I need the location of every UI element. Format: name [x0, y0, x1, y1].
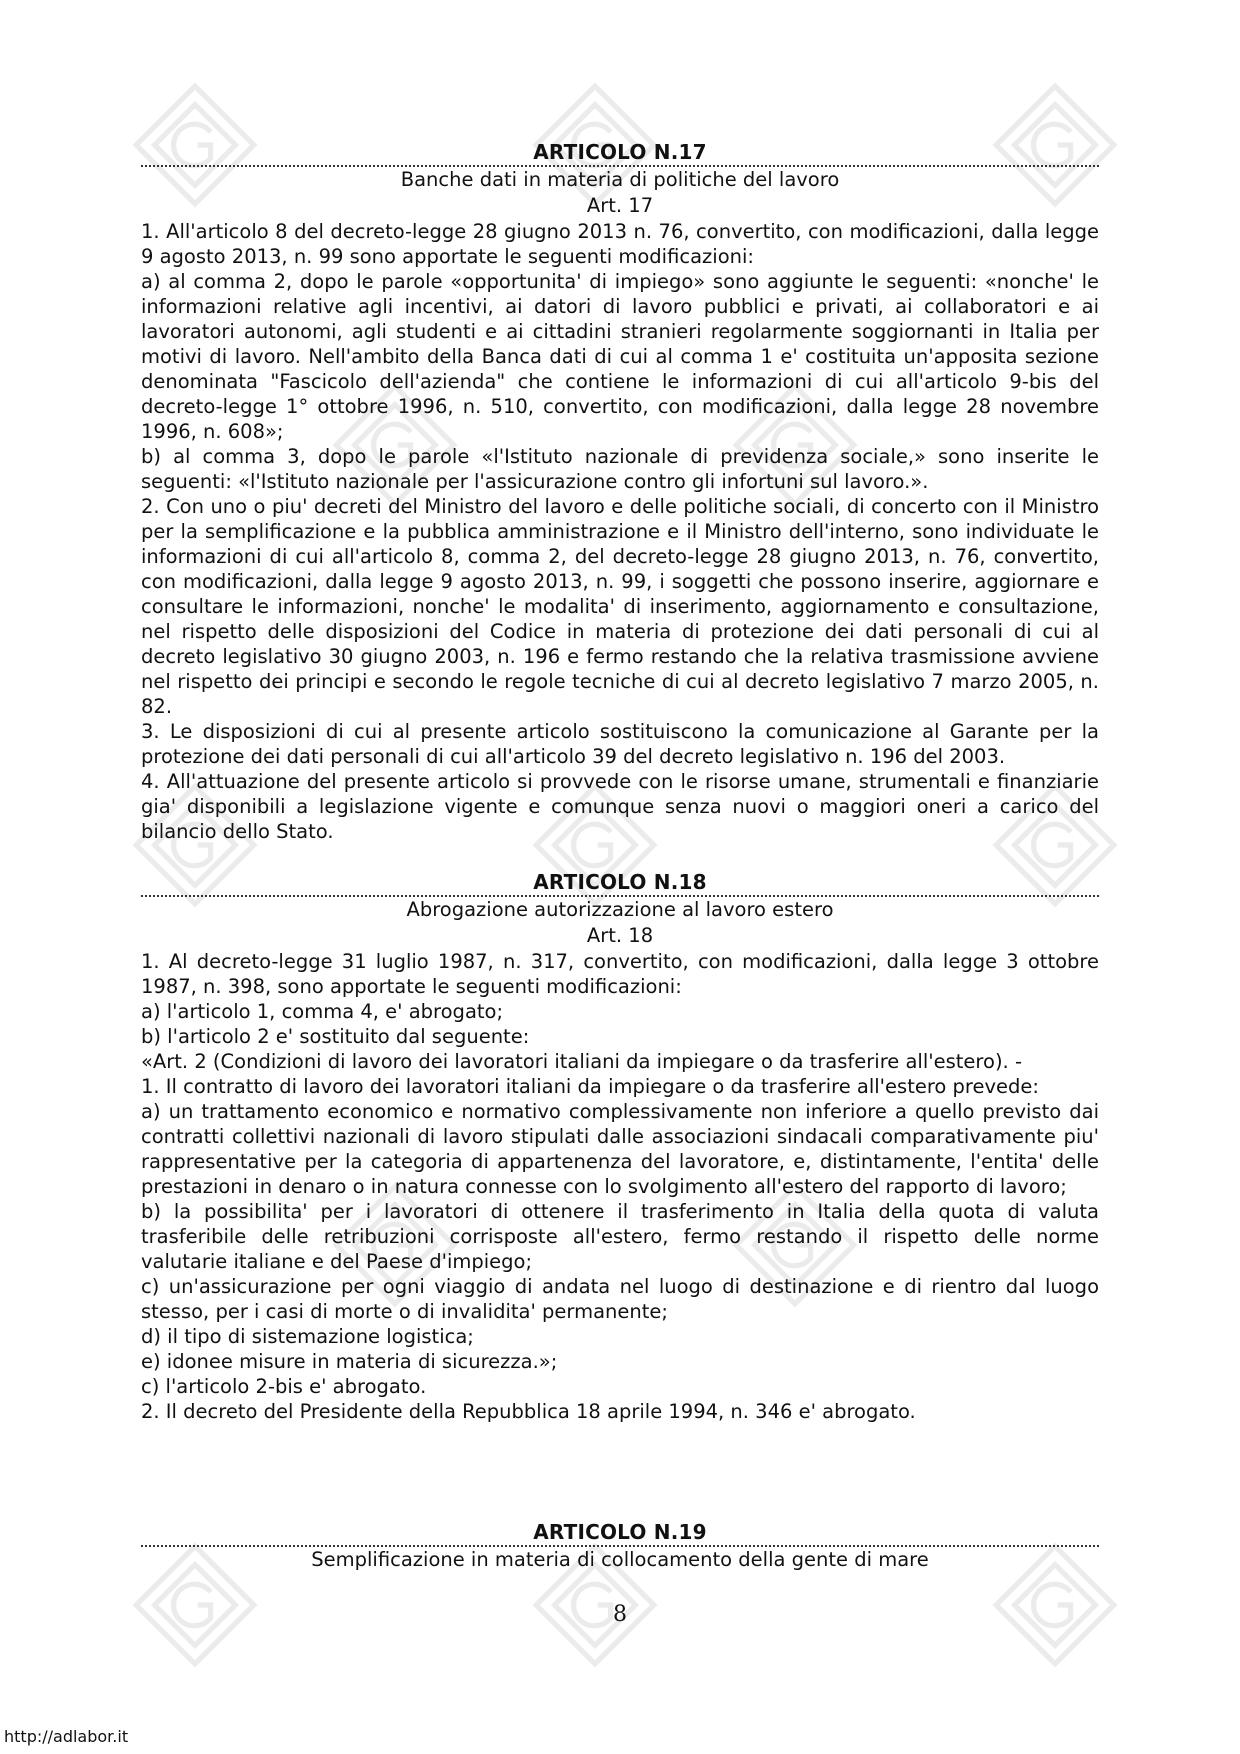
paragraph: «Art. 2 (Condizioni di lavoro dei lavoratori italiani da impiegare o da trasferire all'estero). - — [141, 1050, 1022, 1073]
footer-url: http://adlabor.it — [4, 1727, 129, 1746]
paragraph: b) l'articolo 2 e' sostituito dal seguente: — [141, 1025, 530, 1048]
paragraph: a) al comma 2, dopo le parole «opportunita' di impiego» sono aggiunte le seguenti: «nonche' le informazioni relative agli incentivi, ai datori di lavoro pubblici e privati, ai collaboratori e ai lavoratori autonomi, agli studenti e ai cittadini stranieri regolarmente soggiornanti in Italia per motivi di lavoro. Nell'ambito della Banca dati di cui al comma 1 e' costituita un'apposita sezione denominata "Fascicolo dell'azienda" che contiene le informazioni di cui all'articolo 9-bis del decreto-legge 1° ottobre 1996, n. 510, convertito, con modificazioni, dalla legge 28 novembre 1996, n. 608»; — [141, 270, 1099, 443]
article-18-title: ARTICOLO N.18 — [141, 870, 1099, 897]
document-content — [141, 140, 1099, 1573]
paragraph: d) il tipo di sistemazione logistica; — [141, 1325, 474, 1348]
paragraph: 1. All'articolo 8 del decreto-legge 28 giugno 2013 n. 76, convertito, con modificazioni, dalla legge 9 agosto 2013, n. 99 sono apportate le seguenti modificazioni: — [141, 220, 1099, 268]
paragraph: 1. Il contratto di lavoro dei lavoratori italiani da impiegare o da trasferire all'estero prevede: — [141, 1075, 1039, 1098]
article-19 — [141, 1520, 1099, 1573]
article-18 — [141, 870, 1099, 1520]
page-number: 8 — [613, 1602, 627, 1627]
article-17-title: ARTICOLO N.17 — [141, 140, 1099, 167]
paragraph: 4. All'attuazione del presente articolo si provvede con le risorse umane, strumentali e finanziarie gia' disponibili a legislazione vigente e comunque senza nuovi o maggiori oneri a carico del bilancio dello Stato. — [141, 770, 1099, 843]
article-19-title: ARTICOLO N.19 — [141, 1520, 1099, 1547]
article-17-subtitle: Banche dati in materia di politiche del lavoro — [400, 168, 840, 191]
paragraph: c) un'assicurazione per ogni viaggio di andata nel luogo di destinazione e di rientro dal luogo stesso, per i casi di morte o di invalidita' permanente; — [141, 1275, 1099, 1323]
article-18-subtitle: Abrogazione autorizzazione al lavoro estero — [406, 898, 834, 921]
article-17-label: Art. 17 — [586, 194, 654, 217]
paragraph: 3. Le disposizioni di cui al presente articolo sostituiscono la comunicazione al Garante per la protezione dei dati personali di cui all'articolo 39 del decreto legislativo n. 196 del 2003. — [141, 720, 1099, 768]
paragraph: c) l'articolo 2-bis e' abrogato. — [141, 1375, 427, 1398]
article-18-label: Art. 18 — [586, 924, 654, 947]
article-19-subtitle: Semplificazione in materia di collocamento della gente di mare — [311, 1548, 929, 1571]
paragraph: e) idonee misure in materia di sicurezza.»; — [141, 1350, 558, 1373]
paragraph: 2. Il decreto del Presidente della Repubblica 18 aprile 1994, n. 346 e' abrogato. — [141, 1400, 916, 1423]
article-18-body — [141, 949, 1099, 1424]
paragraph: a) un trattamento economico e normativo complessivamente non inferiore a quello previsto dai contratti collettivi nazionali di lavoro stipulati dalle associazioni sindacali comparativamente piu' rappresentative per la categoria di appartenenza del lavoratore, e, distintamente, l'entita' delle prestazioni in denaro o in natura connesse con lo svolgimento all'estero del rapporto di lavoro; — [141, 1100, 1099, 1198]
paragraph: b) al comma 3, dopo le parole «l'Istituto nazionale di previdenza sociale,» sono inserite le seguenti: «l'Istituto nazionale per l'assicurazione contro gli infortuni sul lavoro.». — [141, 445, 1099, 493]
paragraph: a) l'articolo 1, comma 4, e' abrogato; — [141, 1000, 504, 1023]
article-17 — [141, 140, 1099, 870]
paragraph: b) la possibilita' per i lavoratori di ottenere il trasferimento in Italia della quota di valuta trasferibile delle retribuzioni corrisposte all'estero, fermo restando il rispetto delle norme valutarie italiane e del Paese d'impiego; — [141, 1200, 1099, 1273]
article-17-body — [141, 219, 1099, 844]
paragraph: 1. Al decreto-legge 31 luglio 1987, n. 317, convertito, con modificazioni, dalla legge 3 ottobre 1987, n. 398, sono apportate le seguenti modificazioni: — [141, 950, 1099, 998]
paragraph: 2. Con uno o piu' decreti del Ministro del lavoro e delle politiche sociali, di concerto con il Ministro per la semplificazione e la pubblica amministrazione e il Ministro dell'interno, sono individuate le informazioni di cui all'articolo 8, comma 2, del decreto-legge 28 giugno 2013, n. 76, convertito, con modificazioni, dalla legge 9 agosto 2013, n. 99, i soggetti che possono inserire, aggiornare e consultare le informazioni, nonche' le modalita' di inserimento, aggiornamento e consultazione, nel rispetto delle disposizioni del Codice in materia di protezione dei dati personali di cui al decreto legislativo 30 giugno 2003, n. 196 e fermo restando che la relativa trasmissione avviene nel rispetto dei principi e secondo le regole tecniche di cui al decreto legislativo 7 marzo 2005, n. 82. — [141, 495, 1099, 718]
